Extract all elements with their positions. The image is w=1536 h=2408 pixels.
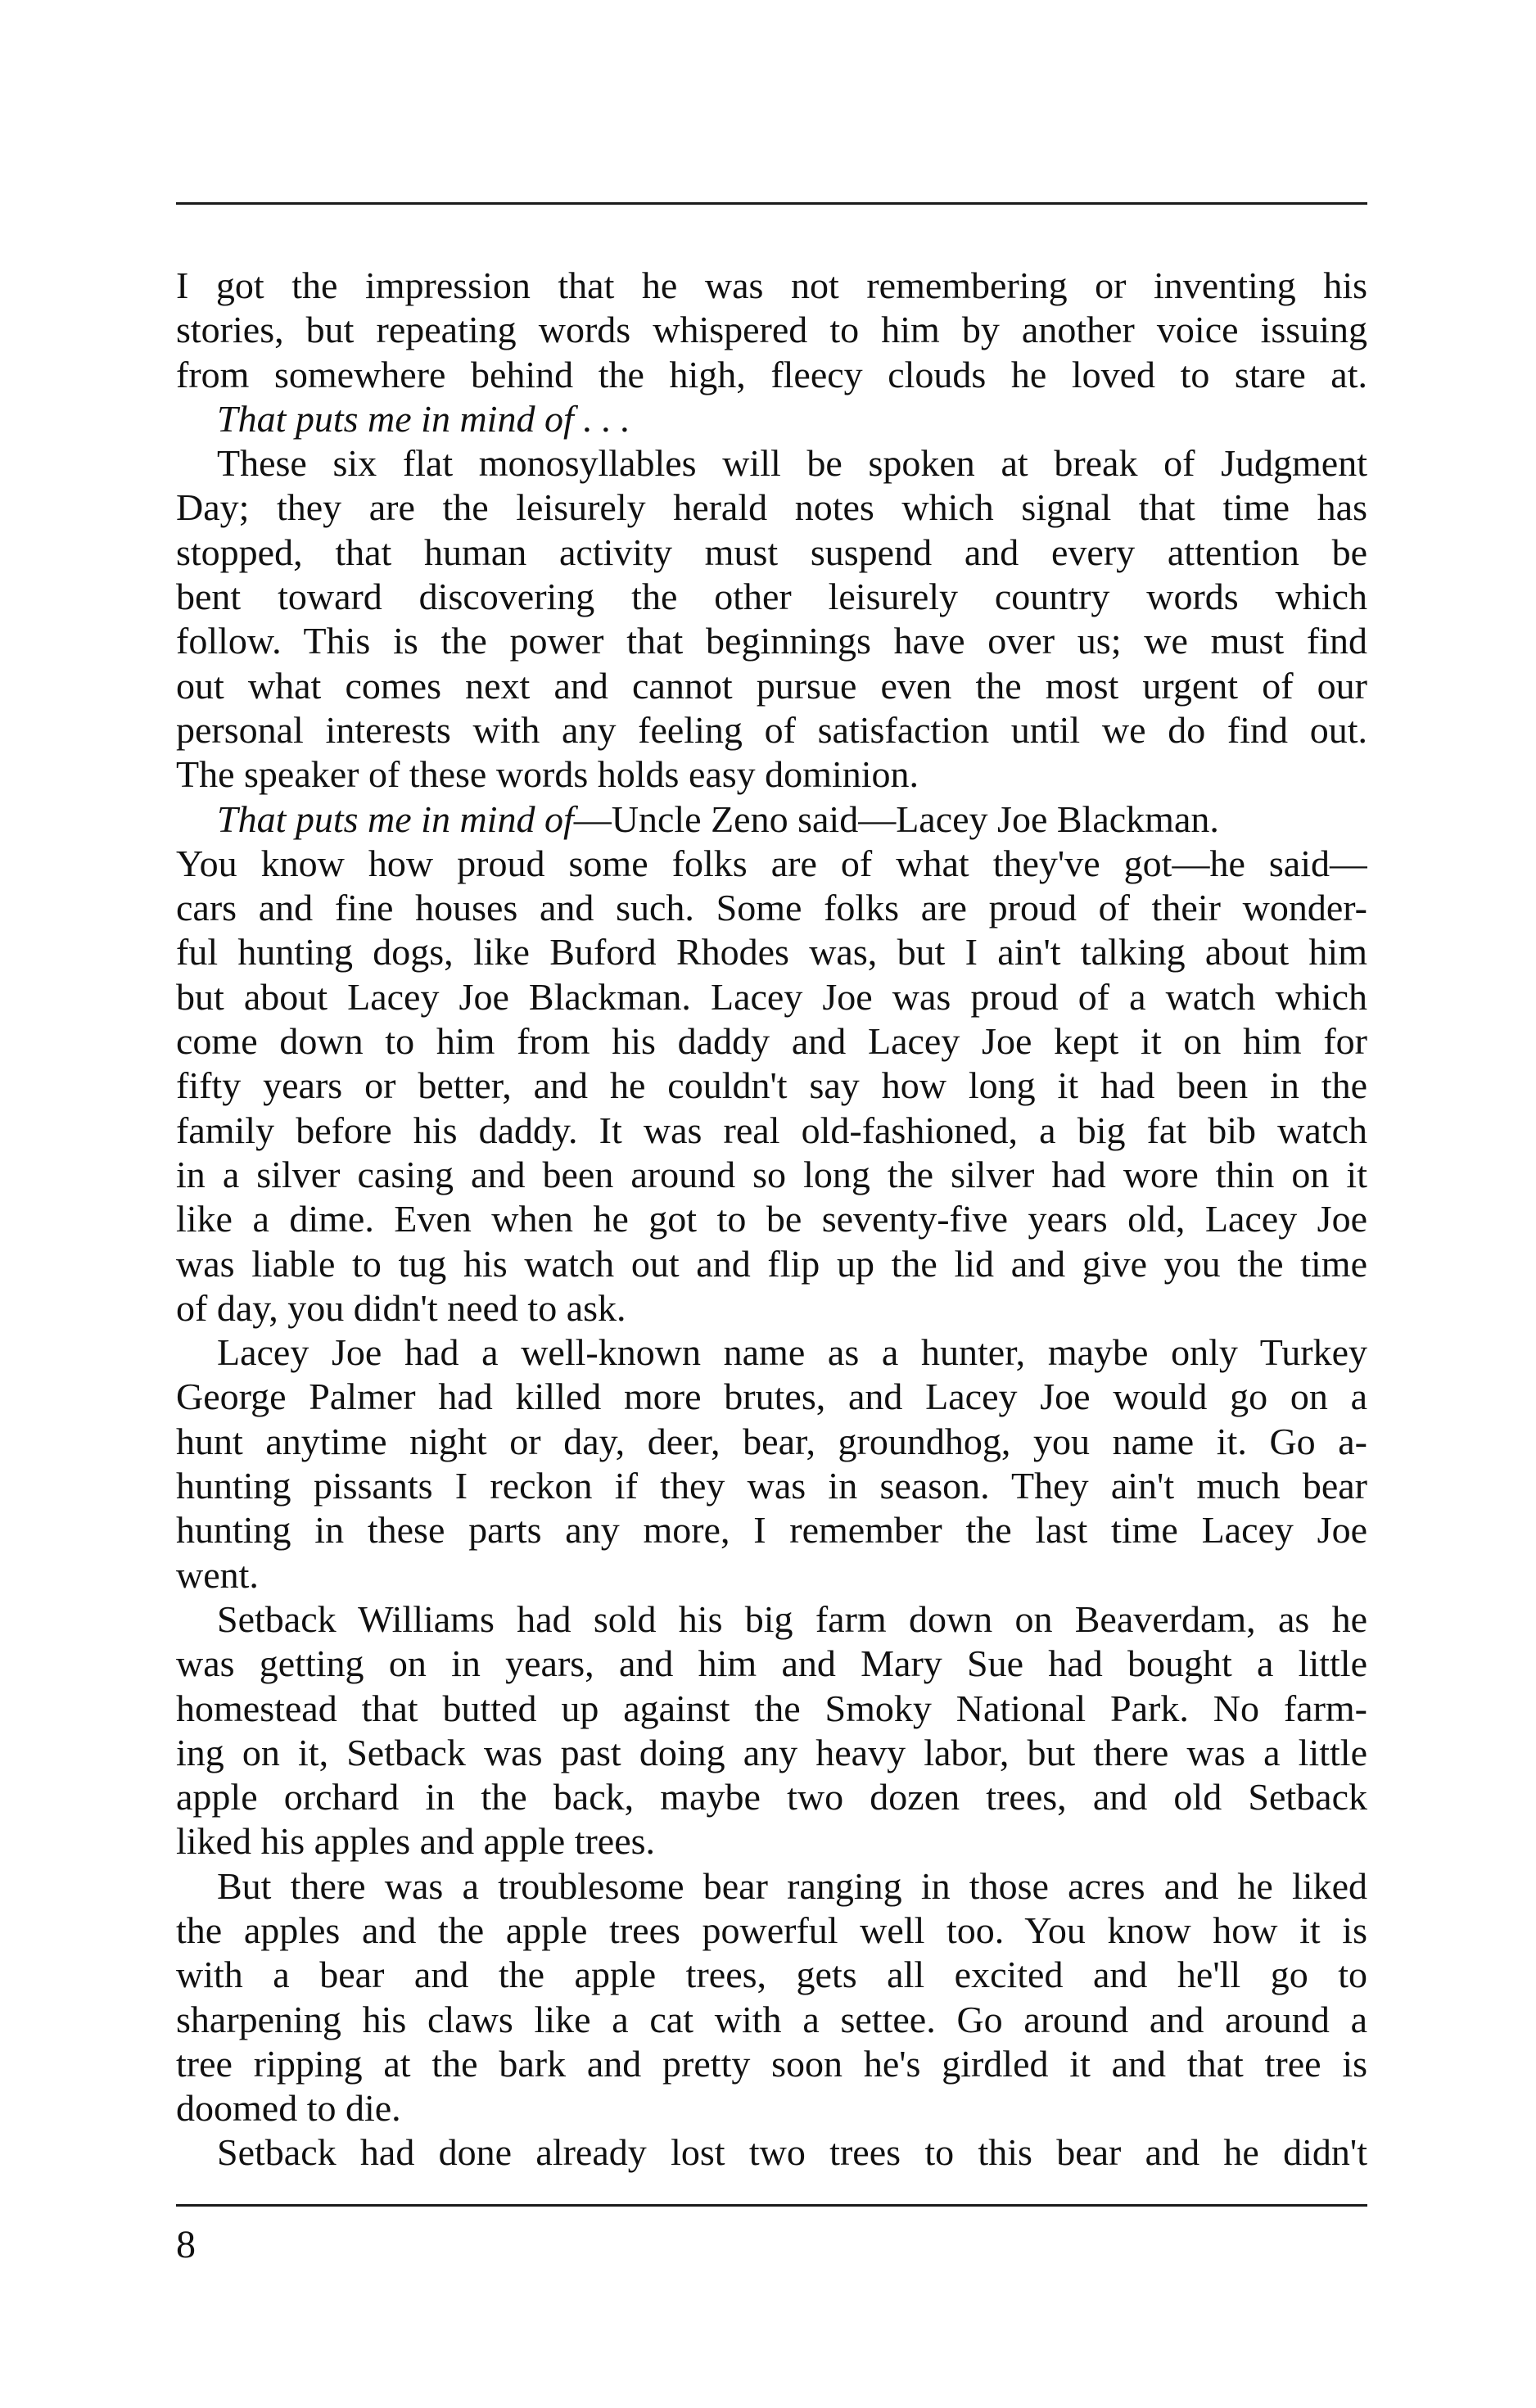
text-line: George Palmer had killed more brutes, and Lacey Joe would go on a (176, 1376, 1367, 1418)
text-line: ful hunting dogs, like Buford Rhodes was, but I ain't talking about him (176, 931, 1367, 974)
text-line: doomed to die. (176, 2087, 401, 2130)
text-line: hunt anytime night or day, deer, bear, groundhog, you name it. Go a- (176, 1420, 1367, 1462)
text-line: You know how proud some folks are of what they've got—he said— (176, 842, 1367, 884)
bottom-rule (176, 2204, 1367, 2207)
text-line: ing on it, Setback was past doing any heavy labor, but there was a little (176, 1731, 1367, 1773)
text-line: like a dime. Even when he got to be seventy-five years old, Lacey Joe (176, 1198, 1367, 1240)
text-line: That puts me in mind of . . . (217, 397, 630, 440)
text-line: was getting on in years, and him and Mary Sue had bought a little (176, 1642, 1367, 1685)
text-line: Setback had done already lost two trees to this bear and he didn't (217, 2131, 1367, 2174)
text-line: The speaker of these words holds easy dominion. (176, 753, 919, 796)
text-line (176, 797, 1367, 842)
text-line: Lacey Joe had a well-known name as a hunter, maybe only Turkey (217, 1331, 1367, 1374)
text-line: family before his daddy. It was real old-fashioned, a big fat bib watch (176, 1109, 1367, 1151)
text-line: cars and fine houses and such. Some folks are proud of their wonder- (176, 887, 1367, 929)
text-line: apple orchard in the back, maybe two dozen trees, and old Setback (176, 1776, 1367, 1818)
text-line: come down to him from his daddy and Lacey Joe kept it on him for (176, 1020, 1367, 1063)
text-line: with a bear and the apple trees, gets all excited and he'll go to (176, 1954, 1367, 1996)
text-line: sharpening his claws like a cat with a settee. Go around and around a (176, 1998, 1367, 2040)
text-line: hunting in these parts any more, I remember the last time Lacey Joe (176, 1509, 1367, 1552)
text-line: homestead that butted up against the Smoky National Park. No farm- (176, 1687, 1367, 1729)
text-line: fifty years or better, and he couldn't say how long it had been in the (176, 1064, 1367, 1107)
page-number: 8 (176, 2223, 196, 2266)
italic-phrase: That puts me in mind of (217, 797, 574, 840)
top-rule (176, 202, 1367, 205)
text-line: bent toward discovering the other leisurely country words which (176, 576, 1367, 618)
text-line: but about Lacey Joe Blackman. Lacey Joe was proud of a watch which (176, 975, 1367, 1018)
text-line: personal interests with any feeling of satisfaction until we do find out. (176, 708, 1367, 751)
text-line: Day; they are the leisurely herald notes which signal that time has (176, 486, 1367, 529)
text-line: stories, but repeating words whispered to him by another voice issuing (176, 309, 1367, 351)
text-line: I got the impression that he was not remembering or inventing his (176, 264, 1367, 306)
text-line: But there was a troublesome bear ranging in those acres and he liked (217, 1864, 1367, 1907)
text-line: in a silver casing and been around so long the silver had wore thin on it (176, 1153, 1367, 1195)
text-line: These six flat monosyllables will be spoken at break of Judgment (217, 442, 1367, 485)
text-line: Setback Williams had sold his big farm down on Beaverdam, as he (217, 1597, 1367, 1640)
text-line: stopped, that human activity must suspend and every attention be (176, 531, 1367, 573)
text-line: went. (176, 1553, 259, 1596)
dialogue-tag: —Uncle Zeno said—Lacey Joe Blackman. (573, 797, 1219, 840)
text-line: liked his apples and apple trees. (176, 1820, 656, 1863)
text-line: follow. This is the power that beginnings have over us; we must find (176, 620, 1367, 662)
body-text (176, 264, 1367, 2175)
text-line: was liable to tug his watch out and flip up the lid and give you the time (176, 1242, 1367, 1285)
text-line: from somewhere behind the high, fleecy clouds he loved to stare at. (176, 353, 1367, 395)
text-line: of day, you didn't need to ask. (176, 1286, 626, 1329)
text-line: the apples and the apple trees powerful well too. You know how it is (176, 1909, 1367, 1951)
text-line: hunting pissants I reckon if they was in season. They ain't much bear (176, 1465, 1367, 1507)
text-line: out what comes next and cannot pursue even the most urgent of our (176, 664, 1367, 707)
text-line: tree ripping at the bark and pretty soon he's girdled it and that tree is (176, 2042, 1367, 2085)
